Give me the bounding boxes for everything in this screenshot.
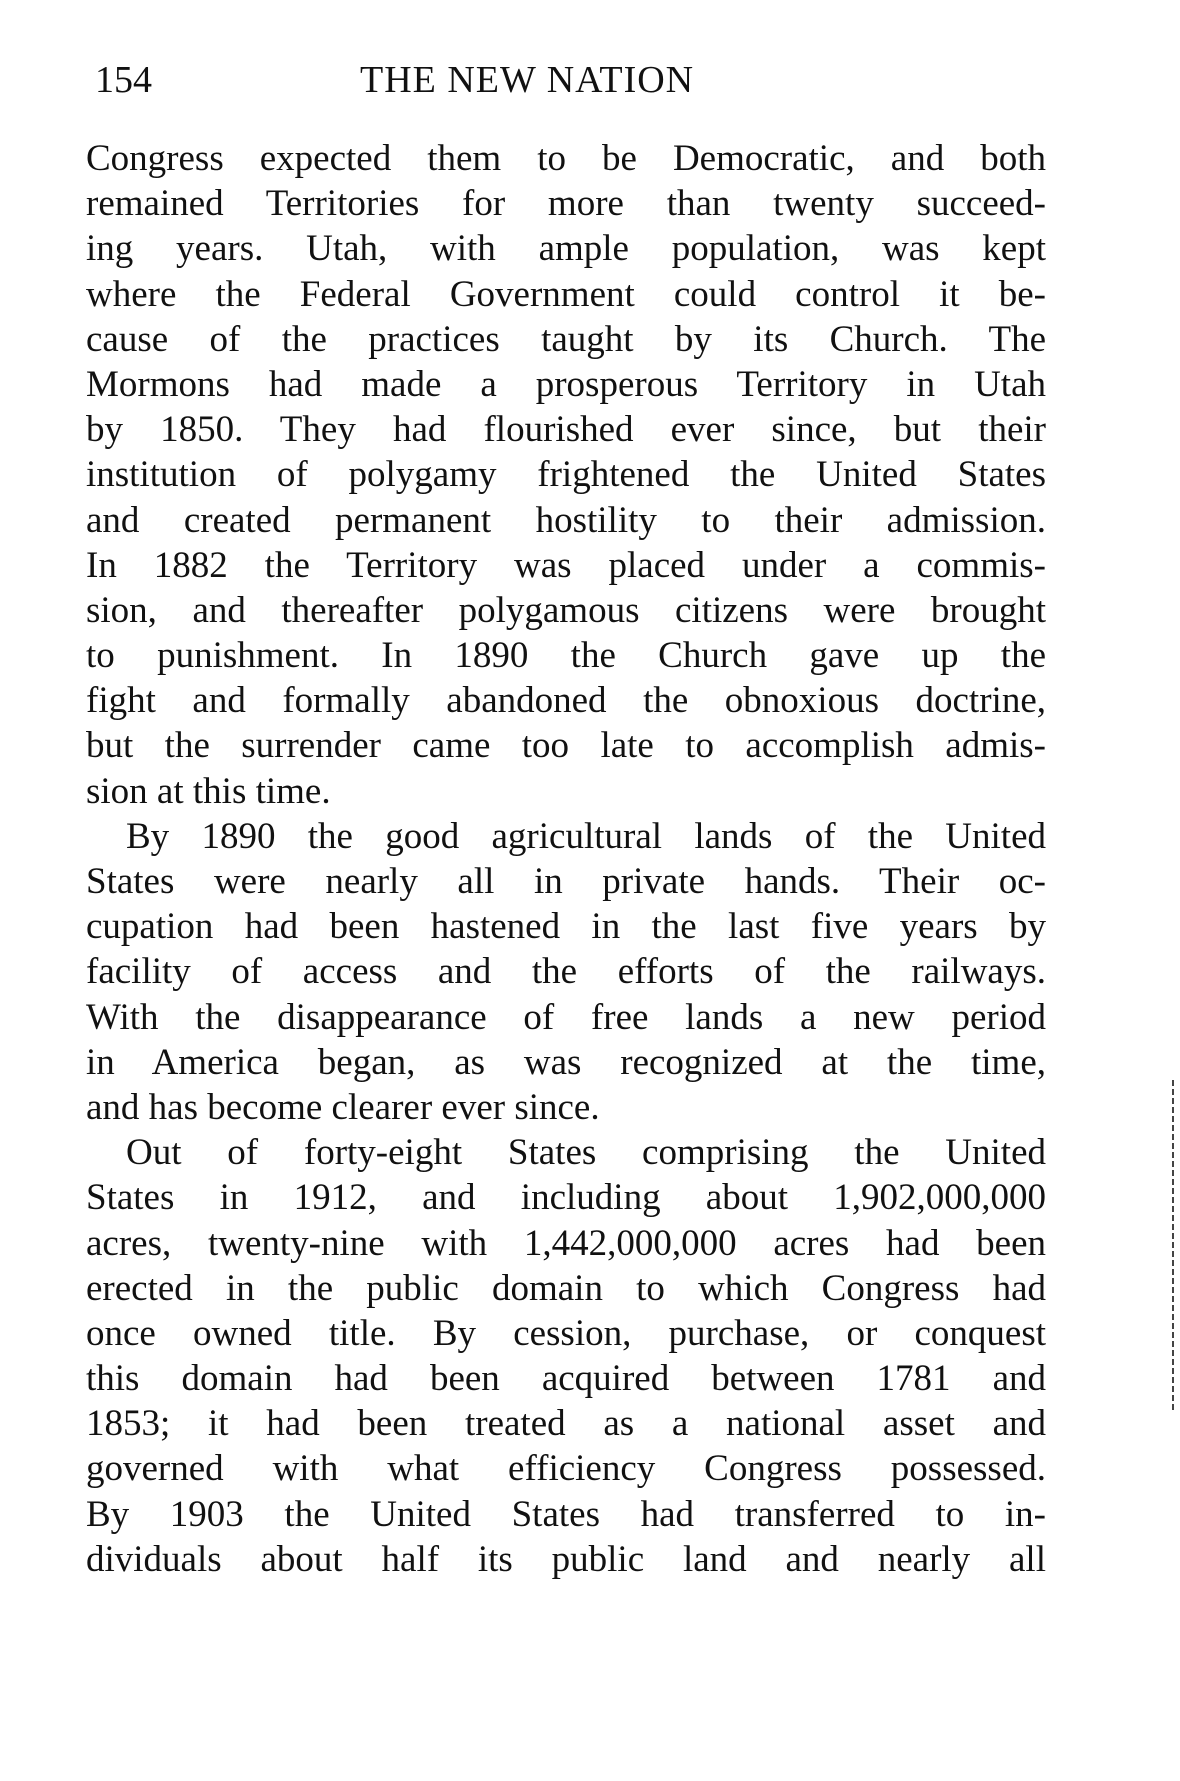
text-line: erected in the public domain to which Congress had [86, 1267, 1046, 1309]
text-line: sion at this time. [86, 770, 331, 812]
text-line: cause of the practices taught by its Church. The [86, 318, 1046, 360]
text-line: this domain had been acquired between 1781 and [86, 1358, 1046, 1400]
text-line: States in 1912, and including about 1,902,000,000 [86, 1177, 1046, 1219]
text-line: Congress expected them to be Democratic, and both [86, 138, 1046, 179]
text-line: by 1850. They had flourished ever since, but their [86, 409, 1046, 451]
text-line: and has become clearer ever since. [86, 1086, 600, 1128]
text-line: in America began, as was recognized at the time, [86, 1041, 1046, 1083]
text-line: cupation had been hastened in the last five years by [86, 906, 1046, 948]
text-line: dividuals about half its public land and nearly all [86, 1538, 1046, 1580]
text-line: and created permanent hostility to their admission. [86, 499, 1046, 541]
text-line: 1853; it had been treated as a national asset and [86, 1403, 1046, 1445]
text-line: but the surrender came too late to accomplish admis- [86, 725, 1046, 767]
text-line: By 1903 the United States had transferred to in- [86, 1493, 1046, 1535]
running-header [95, 58, 1055, 108]
text-line: ing years. Utah, with ample population, was kept [86, 228, 1046, 270]
text-line: fight and formally abandoned the obnoxious doctrine, [86, 680, 1046, 722]
scan-edge-artifact [1172, 1080, 1174, 1410]
text-line: institution of polygamy frightened the United States [86, 454, 1046, 496]
text-line: remained Territories for more than twenty succeed- [86, 183, 1046, 225]
text-line: With the disappearance of free lands a new period [86, 996, 1046, 1038]
text-line: to punishment. In 1890 the Church gave up the [86, 635, 1046, 677]
paragraph-start-line: By 1890 the good agricultural lands of the United [126, 815, 1046, 857]
text-line: States were nearly all in private hands. Their oc- [86, 861, 1046, 902]
text-line: governed with what efficiency Congress possessed. [86, 1448, 1046, 1490]
text-line: sion, and thereafter polygamous citizens were brought [86, 589, 1046, 631]
text-line: In 1882 the Territory was placed under a commis- [86, 544, 1046, 586]
body-text [86, 136, 1046, 1582]
page-number: 154 [95, 59, 152, 101]
running-title: THE NEW NATION [360, 59, 695, 101]
text-line: acres, twenty-nine with 1,442,000,000 acres had been [86, 1222, 1046, 1264]
paragraph-start-line: Out of forty-eight States comprising the United [126, 1132, 1046, 1174]
text-line: where the Federal Government could control it be- [86, 273, 1046, 315]
text-line: once owned title. By cession, purchase, or conquest [86, 1312, 1046, 1354]
text-line: facility of access and the efforts of the railways. [86, 951, 1046, 993]
text-line: Mormons had made a prosperous Territory in Utah [86, 363, 1046, 405]
